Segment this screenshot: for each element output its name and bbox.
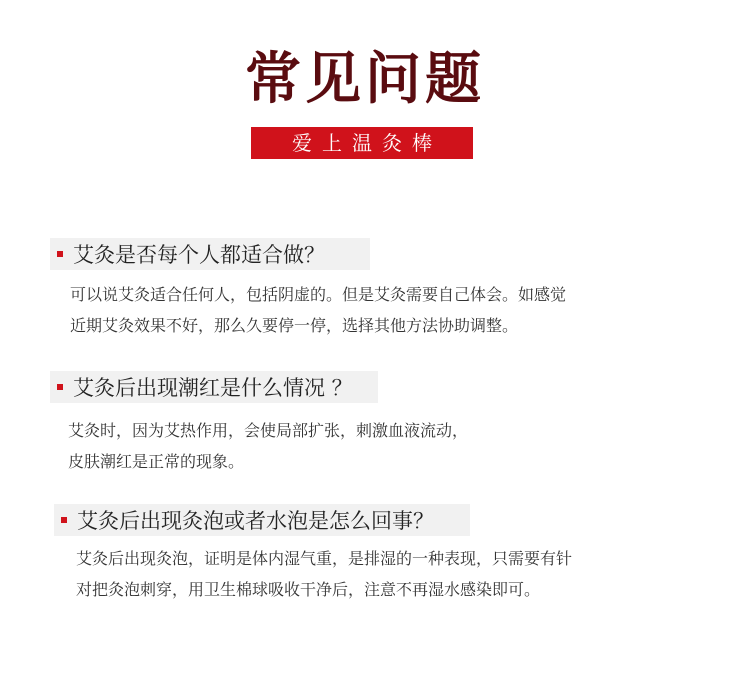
faq-question-3 <box>54 504 470 536</box>
faq-question-text: 艾灸是否每个人都适合做？ <box>73 243 325 267</box>
faq-answer-line: 对把灸泡刺穿，用卫生棉球吸收干净后，注意不再湿水感染即可。 <box>76 580 541 599</box>
faq-question-1 <box>50 238 370 270</box>
bullet-icon <box>61 517 67 523</box>
faq-question-text: 艾灸后出现潮红是什么情况 ？ <box>73 376 353 400</box>
bullet-icon <box>57 384 63 390</box>
faq-answer-line: 艾灸后出现灸泡，证明是体内湿气重，是排湿的一种表现，只需要有针 <box>76 549 573 568</box>
faq-answer-line: 艾灸时，因为艾热作用，会使局部扩张，刺激血液流动， <box>68 421 469 440</box>
bullet-icon <box>57 251 63 257</box>
subtitle-badge: 爱上温灸棒 <box>251 127 473 159</box>
faq-answer-line: 皮肤潮红是正常的现象。 <box>68 452 245 471</box>
page-title: 常见问题 <box>245 46 485 112</box>
faq-answer-line: 可以说艾灸适合任何人，包括阴虚的。但是艾灸需要自己体会。如感觉 <box>70 285 567 304</box>
faq-question-2 <box>50 371 378 403</box>
faq-question-text: 艾灸后出现灸泡或者水泡是怎么回事？ <box>77 509 434 533</box>
faq-answer-line: 近期艾灸效果不好，那么久要停一停，选择其他方法协助调整。 <box>70 316 519 335</box>
